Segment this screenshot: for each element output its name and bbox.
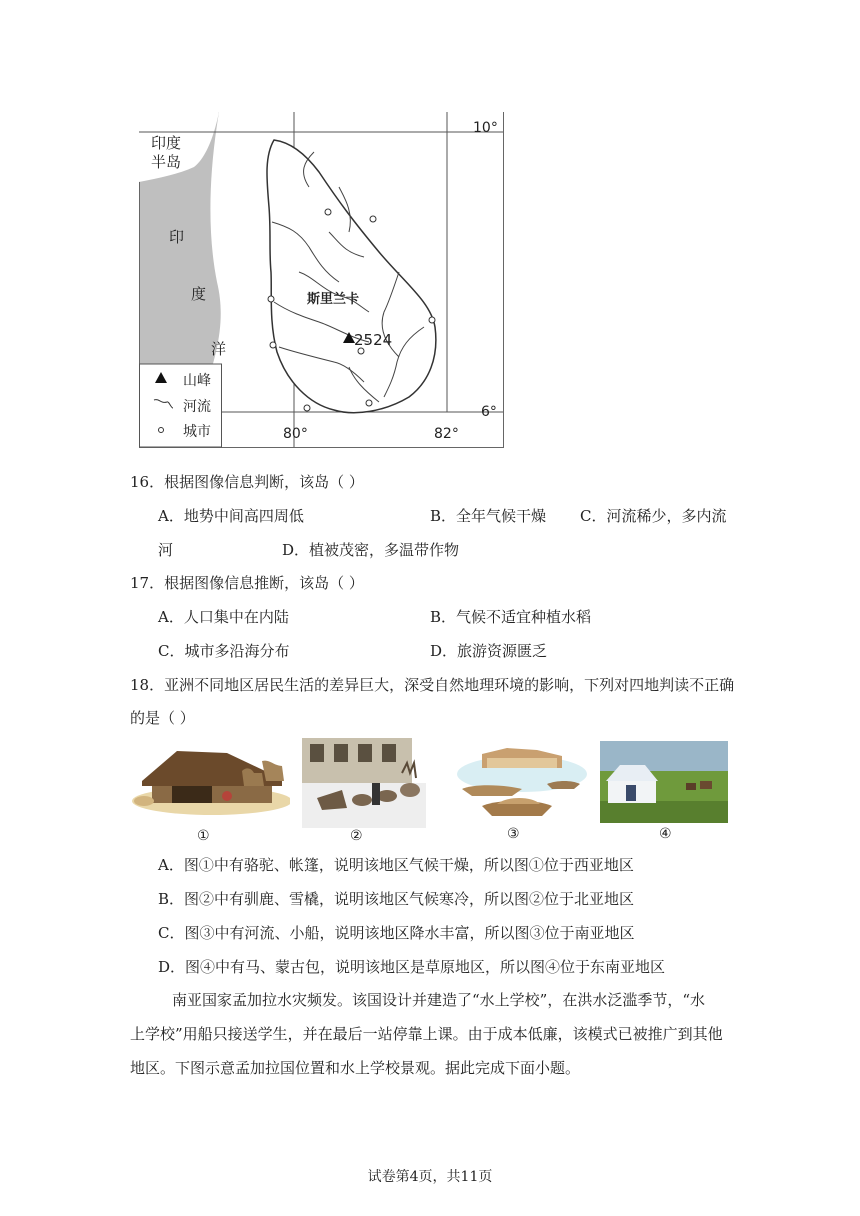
city-marker (370, 216, 376, 222)
picture-river (452, 744, 588, 824)
peninsula-label-line1: 印度 (151, 134, 182, 152)
page-footer: 试卷第4页，共11页 (367, 1169, 493, 1185)
ocean-char-1: 印 (169, 228, 185, 246)
lat-bottom-label: 6° (481, 404, 497, 420)
q16-stem: 16．根据图像信息判断，该岛（ ） (130, 473, 364, 491)
q16-option-d[interactable]: D．植被茂密，多温带作物 (282, 541, 460, 559)
picture-label-3: ③ (507, 826, 520, 842)
picture-label-2: ② (350, 828, 363, 844)
peninsula-label (151, 134, 181, 172)
passage-line-1: 南亚国家孟加拉水灾频发。该国设计并建造了“水上学校”，在洪水泛滥季节，“水 (172, 991, 706, 1009)
city-marker (366, 400, 372, 406)
picture-desert (132, 741, 290, 821)
q18-option-a[interactable]: A．图①中有骆驼、帐篷，说明该地区气候干燥，所以图①位于西亚地区 (158, 856, 634, 874)
river-scene-image (452, 744, 588, 824)
legend-peak-label: 山峰 (183, 373, 211, 389)
q18-stem-line1: 18．亚洲不同地区居民生活的差异巨大，深受自然地理环境的影响，下列对四地判读不正确 (130, 676, 735, 694)
lon-left-label: 80° (283, 426, 308, 442)
q18-stem-line2: 的是（ ） (130, 709, 195, 727)
city-marker (268, 296, 274, 302)
ocean-char-2: 度 (191, 285, 207, 303)
q17-option-b[interactable]: B．气候不适宜种植水稻 (430, 608, 592, 626)
q18-option-b[interactable]: B．图②中有驯鹿、雪橇，说明该地区气候寒冷，所以图②位于北亚地区 (158, 890, 635, 908)
ocean-char-3: 洋 (211, 340, 227, 358)
q16-option-a[interactable]: A．地势中间高四周低 (158, 507, 304, 525)
q17-option-d[interactable]: D．旅游资源匮乏 (430, 642, 548, 660)
city-marker (304, 405, 310, 411)
city-marker (270, 342, 276, 348)
sri-lanka-map (139, 112, 504, 448)
tundra-scene-image (302, 738, 426, 828)
picture-label-4: ④ (659, 826, 672, 842)
legend-river-label: 河流 (183, 399, 211, 415)
q16-option-c[interactable]: C．河流稀少，多内流 (580, 507, 727, 525)
city-marker (325, 209, 331, 215)
q17-option-c[interactable]: C．城市多沿海分布 (158, 642, 290, 660)
q17-option-a[interactable]: A．人口集中在内陆 (158, 608, 289, 626)
peninsula-label-line2: 半岛 (151, 153, 182, 171)
q16-option-c-cont: 河 (158, 541, 174, 559)
q18-option-c[interactable]: C．图③中有河流、小船，说明该地区降水丰富，所以图③位于南亚地区 (158, 924, 635, 942)
passage-line-2: 上学校”用船只接送学生，并在最后一站停靠上课。由于成本低廉，该模式已被推广到其他 (130, 1025, 723, 1043)
q16-option-b[interactable]: B．全年气候干燥 (430, 507, 547, 525)
passage-line-3: 地区。下图示意孟加拉国位置和水上学校景观。据此完成下面小题。 (130, 1059, 581, 1077)
lon-right-label: 82° (434, 426, 459, 442)
city-marker (429, 317, 435, 323)
picture-tundra (302, 738, 426, 828)
grassland-scene-image (600, 741, 728, 823)
picture-grassland (600, 741, 728, 823)
country-label: 斯里兰卡 (307, 292, 360, 307)
desert-scene-image (132, 741, 290, 821)
picture-label-1: ① (197, 828, 210, 844)
q18-option-d[interactable]: D．图④中有马、蒙古包，说明该地区是草原地区，所以图④位于东南亚地区 (158, 958, 666, 976)
lat-top-label: 10° (473, 120, 498, 136)
q17-stem: 17．根据图像信息推断，该岛（ ） (130, 574, 364, 592)
peak-elevation: 2524 (354, 331, 393, 349)
legend-city-label: 城市 (183, 424, 211, 440)
legend-city-icon (159, 428, 164, 433)
